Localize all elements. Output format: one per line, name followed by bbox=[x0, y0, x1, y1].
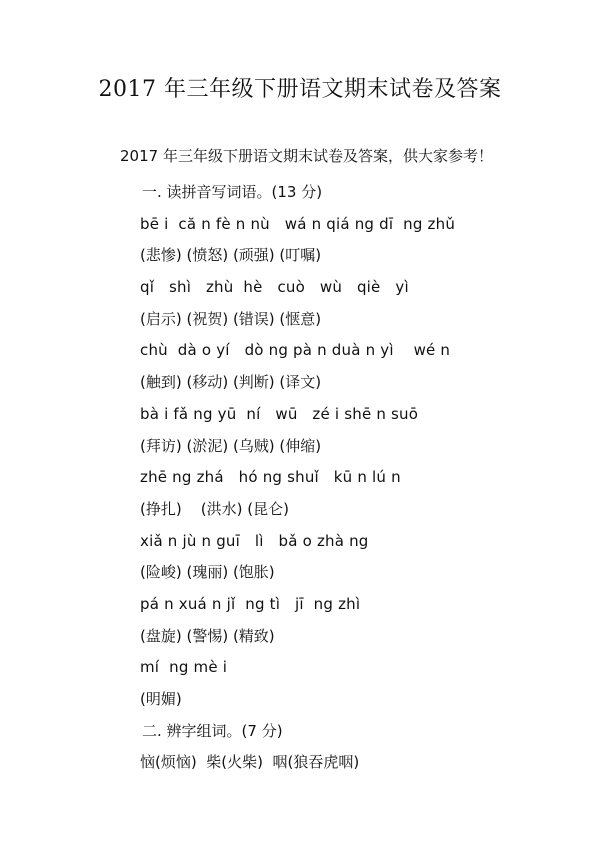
answer-line: (险峻) (瑰丽) (饱胀) bbox=[140, 563, 275, 582]
answer-line: (盘旋) (警惕) (精致) bbox=[140, 626, 275, 645]
exercise-lines bbox=[134, 177, 574, 779]
pinyin-line: qǐ shì zhù hè cuò wù qiè yì bbox=[140, 278, 409, 297]
pinyin-line: zhē ng zhá hó ng shuǐ kū n lú n bbox=[140, 468, 401, 487]
answer-line: 恼(烦恼) 柴(火柴) 咽(狼吞虎咽) bbox=[140, 753, 360, 772]
pinyin-line: bà i fǎ ng yū ní wū zé i shē n suō bbox=[140, 404, 419, 423]
answer-line: (挣扎) (洪水) (昆仑) bbox=[140, 499, 289, 518]
answer-line: (拜访) (淤泥) (乌贼) (伸缩) bbox=[140, 436, 322, 455]
intro-text: 2017 年三年级下册语文期末试卷及答案，供大家参考！ bbox=[120, 147, 493, 165]
answer-line: (触到) (移动) (判断) (译文) bbox=[140, 373, 322, 392]
pinyin-line: xiǎ n jù n guī lì bǎ o zhà ng bbox=[140, 531, 369, 550]
pinyin-line: mí ng mè i bbox=[140, 658, 228, 677]
answer-line: (启示) (祝贺) (错误) (惬意) bbox=[140, 309, 322, 328]
pinyin-line: chù dà o yí dò ng pà n duà n yì wé n bbox=[140, 341, 451, 360]
document-title: 2017 年三年级下册语文期末试卷及答案 bbox=[98, 77, 502, 102]
answer-line: (明媚) bbox=[140, 690, 182, 708]
answer-line: (悲惨) (愤怒) (顽强) (叮嘱) bbox=[140, 246, 322, 265]
section-heading: 一. 读拼音写词语。(13 分) bbox=[142, 183, 323, 201]
section-heading: 二. 辨字组词。(7 分) bbox=[142, 721, 283, 740]
pinyin-line: bē i că n fè n nù wá n qiá ng dī ng zhǔ bbox=[140, 214, 456, 233]
pinyin-line: pá n xuá n jǐ ng tì jī ng zhì bbox=[140, 594, 361, 613]
